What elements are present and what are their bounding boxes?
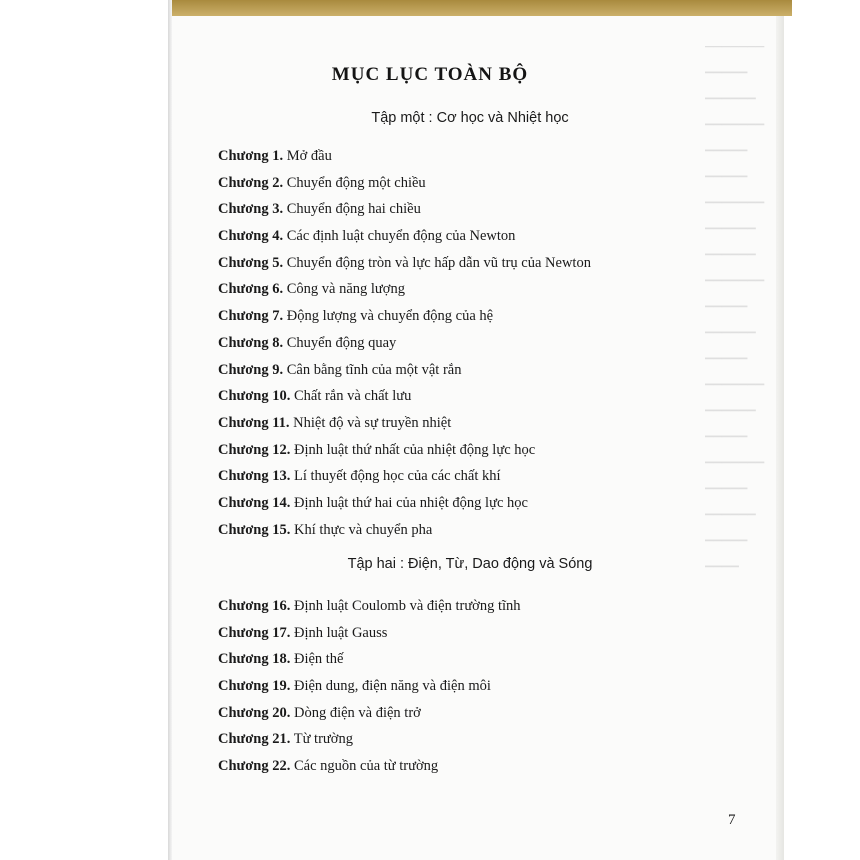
chapter-number: Chương 10. <box>218 388 291 405</box>
chapter-number: Chương 14. <box>218 494 291 511</box>
chapter-title: Định luật Gauss <box>293 624 388 641</box>
chapter-entry <box>218 520 591 547</box>
chapter-title: Mở đầu <box>286 148 332 164</box>
volume-one-heading: Tập một : Cơ học và Nhiệt học <box>371 110 569 126</box>
chapter-title: Nhiệt độ và sự truyền nhiệt <box>293 414 452 431</box>
chapter-entry <box>218 253 591 280</box>
chapter-entry <box>218 306 591 333</box>
chapter-title: Từ trường <box>293 731 353 748</box>
chapter-number: Chương 9. <box>218 361 284 378</box>
chapter-entry <box>218 676 521 703</box>
chapter-number: Chương 15. <box>218 521 291 538</box>
chapter-number: Chương 5. <box>218 254 284 271</box>
chapter-title: Công và năng lượng <box>286 281 405 298</box>
chapter-number: Chương 22. <box>218 758 291 775</box>
chapter-number: Chương 18. <box>218 651 291 668</box>
chapter-title: Động lượng và chuyển động của hệ <box>286 308 494 325</box>
chapter-title: Định luật thứ nhất của nhiệt động lực học <box>293 441 536 458</box>
chapter-title: Các định luật chuyển động của Newton <box>286 228 516 245</box>
chapter-number: Chương 2. <box>218 174 284 191</box>
chapter-title: Điện thế <box>293 651 344 668</box>
chapter-number: Chương 3. <box>218 201 284 218</box>
chapter-entry <box>218 173 591 200</box>
chapter-title: Chất rắn và chất lưu <box>293 388 412 405</box>
show-through-text: ▔▔▔▔▔▔▔ ▔▔▔▔▔ ▔▔▔▔▔▔ ▔▔▔▔▔▔▔ ▔▔▔▔▔ ▔▔▔▔▔ ▔▔▔▔▔▔▔ ▔▔▔▔▔▔ ▔▔▔▔▔▔ ▔▔▔▔▔▔▔ ▔▔▔▔▔ ▔▔▔▔▔▔ ▔▔▔▔▔ ▔▔▔▔▔▔▔ ▔▔▔▔▔▔ ▔▔▔▔▔ ▔▔▔▔▔▔▔ ▔▔▔▔▔ ▔▔▔▔▔▔ ▔▔▔▔▔ ▔▔▔▔ <box>705 47 765 579</box>
chapter-title: Các nguồn của từ trường <box>293 758 439 775</box>
chapter-title: Định luật thứ hai của nhiệt động lực học <box>293 494 528 511</box>
chapter-title: Chuyển động tròn và lực hấp dẫn vũ trụ của Newton <box>286 254 591 271</box>
volume-two-heading: Tập hai : Điện, Từ, Dao động và Sóng <box>347 556 593 572</box>
scan-top-border <box>172 0 792 16</box>
chapter-entry <box>218 360 591 387</box>
volume-one-chapter-list <box>218 146 591 546</box>
chapter-entry <box>218 440 591 467</box>
chapter-entry <box>218 279 591 306</box>
chapter-entry <box>218 493 591 520</box>
chapter-number: Chương 21. <box>218 731 291 748</box>
chapter-entry <box>218 199 591 226</box>
chapter-title: Cân bằng tĩnh của một vật rắn <box>286 361 462 378</box>
chapter-number: Chương 19. <box>218 678 291 695</box>
chapter-number: Chương 12. <box>218 441 291 458</box>
chapter-entry <box>218 756 521 783</box>
page-title: MỤC LỤC TOÀN BỘ <box>331 64 529 85</box>
volume-two-chapter-list <box>218 596 521 783</box>
chapter-entry <box>218 466 591 493</box>
chapter-entry <box>218 333 591 360</box>
chapter-number: Chương 4. <box>218 228 284 245</box>
chapter-title: Định luật Coulomb và điện trường tĩnh <box>293 598 521 614</box>
chapter-number: Chương 20. <box>218 704 291 721</box>
chapter-number: Chương 13. <box>218 468 291 485</box>
chapter-title: Dòng điện và điện trở <box>293 704 421 721</box>
chapter-entry <box>218 596 521 623</box>
chapter-title: Chuyển động quay <box>286 334 397 351</box>
chapter-number: Chương 7. <box>218 308 284 325</box>
chapter-number: Chương 8. <box>218 334 284 351</box>
chapter-entry <box>218 649 521 676</box>
chapter-number: Chương 6. <box>218 281 284 298</box>
chapter-number: Chương 11. <box>218 414 290 431</box>
scan-margin <box>0 0 172 860</box>
chapter-entry <box>218 226 591 253</box>
chapter-number: Chương 17. <box>218 624 291 641</box>
page-number: 7 <box>728 812 736 828</box>
chapter-entry <box>218 146 591 173</box>
chapter-entry <box>218 623 521 650</box>
chapter-title: Khí thực và chuyển pha <box>293 521 433 538</box>
chapter-title: Chuyển động hai chiều <box>286 201 421 218</box>
chapter-title: Chuyển động một chiều <box>286 174 426 191</box>
chapter-entry <box>218 703 521 730</box>
chapter-entry <box>218 386 591 413</box>
chapter-number: Chương 16. <box>218 598 291 614</box>
chapter-title: Lí thuyết động học của các chất khí <box>293 468 501 485</box>
chapter-title: Điện dung, điện năng và điện môi <box>293 678 491 695</box>
chapter-entry <box>218 729 521 756</box>
chapter-number: Chương 1. <box>218 148 284 164</box>
chapter-entry <box>218 413 591 440</box>
